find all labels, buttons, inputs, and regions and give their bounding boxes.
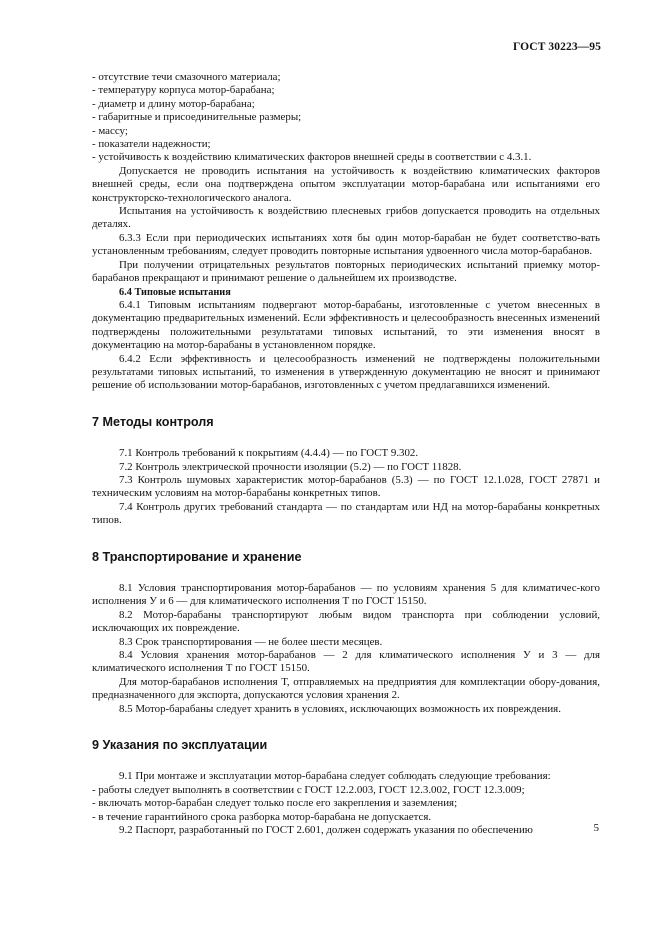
document-body bbox=[92, 71, 600, 838]
paragraph: 7.1 Контроль требований к покрытиям (4.4.4) — по ГОСТ 9.302. bbox=[119, 447, 419, 460]
list-item: - в течение гарантийного срока разборка мотор-барабана не допускается. bbox=[92, 810, 432, 823]
list-item: - показатели надежности; bbox=[92, 138, 211, 151]
paragraph: 6.3.3 Если при периодических испытаниях хотя бы один мотор-барабан не будет соответство-вать установленным требованиям, следует проводить повторные испытания удвоенного числа мотор-барабанов. bbox=[92, 231, 600, 258]
paragraph: 8.1 Условия транспортирования мотор-барабанов — по условиям хранения 5 для климатичес-кого исполнения У и 6 — для климатического исполнения Т по ГОСТ 15150. bbox=[92, 582, 600, 608]
paragraph: 9.1 При монтаже и эксплуатации мотор-барабана следует соблюдать следующие требования: bbox=[119, 770, 551, 783]
paragraph: 6.4.2 Если эффективность и целесообразность изменений не подтверждены положительными результатами типовых испытаний, то изменения в утвержденную документацию не вносят и принимают решение об использовании мотор-барабанов, изготовленных с учетом предлагавшихся изменений. bbox=[92, 352, 600, 392]
paragraph: 8.5 Мотор-барабаны следует хранить в условиях, исключающих возможность их повреждения. bbox=[119, 702, 561, 715]
paragraph: 8.2 Мотор-барабаны транспортируют любым видом транспорта при соблюдении условий, исключающих их повреждение. bbox=[92, 608, 600, 635]
section-heading: 8 Транспортирование и хранение bbox=[92, 549, 302, 564]
list-item: - массу; bbox=[92, 124, 128, 137]
paragraph: 7.3 Контроль шумовых характеристик мотор-барабанов (5.3) — по ГОСТ 12.1.028, ГОСТ 27871 и техническим условиям на мотор-барабаны конкретных типов. bbox=[92, 473, 600, 500]
paragraph: 7.2 Контроль электрической прочности изоляции (5.2) — по ГОСТ 11828. bbox=[119, 460, 462, 473]
paragraph: 8.3 Срок транспортирования — не более шести месяцев. bbox=[119, 635, 383, 648]
paragraph: Допускается не проводить испытания на устойчивость к воздействию климатических факторов внешней среды, если она подтверждена опытом эксплуатации мотор-барабана или испытаниями его конструкторско-технологического аналога. bbox=[92, 164, 600, 204]
requirements-list bbox=[92, 71, 600, 165]
paragraph: 8.4 Условия хранения мотор-барабанов — 2 для климатического исполнения У и 3 — для климатического исполнения Т по ГОСТ 15150. bbox=[92, 649, 600, 675]
paragraph: Испытания на устойчивость к воздействию плесневых грибов допускается проводить на отдельных деталях. bbox=[92, 205, 600, 231]
page-number: 5 bbox=[593, 822, 599, 834]
section-heading: 9 Указания по эксплуатации bbox=[92, 738, 268, 753]
subsection-heading: 6.4 Типовые испытания bbox=[119, 286, 231, 298]
list-item: - работы следует выполнять в соответствии с ГОСТ 12.2.003, ГОСТ 12.3.002, ГОСТ 12.3.009; bbox=[92, 783, 525, 796]
paragraph: При получении отрицательных результатов повторных периодических испытаний приемку мотор-барабанов прекращают и принимают решение о дальнейшем их производстве. bbox=[92, 258, 600, 285]
paragraph: Для мотор-барабанов исполнения Т, отправляемых на предприятия для комплектации обору-дования, предназначенного для экспорта, допускаются условия хранения 2. bbox=[92, 675, 600, 702]
paragraph: 7.4 Контроль других требований стандарта — по стандартам или НД на мотор-барабаны конкретных типов. bbox=[92, 500, 600, 527]
paragraph: 6.4.1 Типовым испытаниям подвергают мотор-барабаны, изготовленные с учетом внесенных в документацию предварительных изменений. Если эффективность и целесообразность внесенных изменений подтверждены положительными результатами типовых испытаний, то эти изменения вносят в документацию на мотор-барабаны в установленном порядке. bbox=[92, 298, 600, 352]
list-item: - отсутствие течи смазочного материала; bbox=[92, 71, 281, 83]
document-id: ГОСТ 30223—95 bbox=[512, 41, 601, 53]
list-item: - габаритные и присоединительные размеры; bbox=[92, 111, 302, 124]
list-item: - включать мотор-барабан следует только после его закрепления и заземления; bbox=[92, 797, 458, 810]
list-item: - температуру корпуса мотор-барабана; bbox=[92, 84, 275, 97]
paragraph: 9.2 Паспорт, разработанный по ГОСТ 2.601, должен содержать указания по обеспечению bbox=[119, 824, 533, 837]
list-item: - устойчивость к воздействию климатических факторов внешней среды в соответствии с 4.3.1. bbox=[92, 151, 532, 164]
section-heading: 7 Методы контроля bbox=[92, 414, 214, 429]
list-item: - диаметр и длину мотор-барабана; bbox=[92, 97, 255, 110]
